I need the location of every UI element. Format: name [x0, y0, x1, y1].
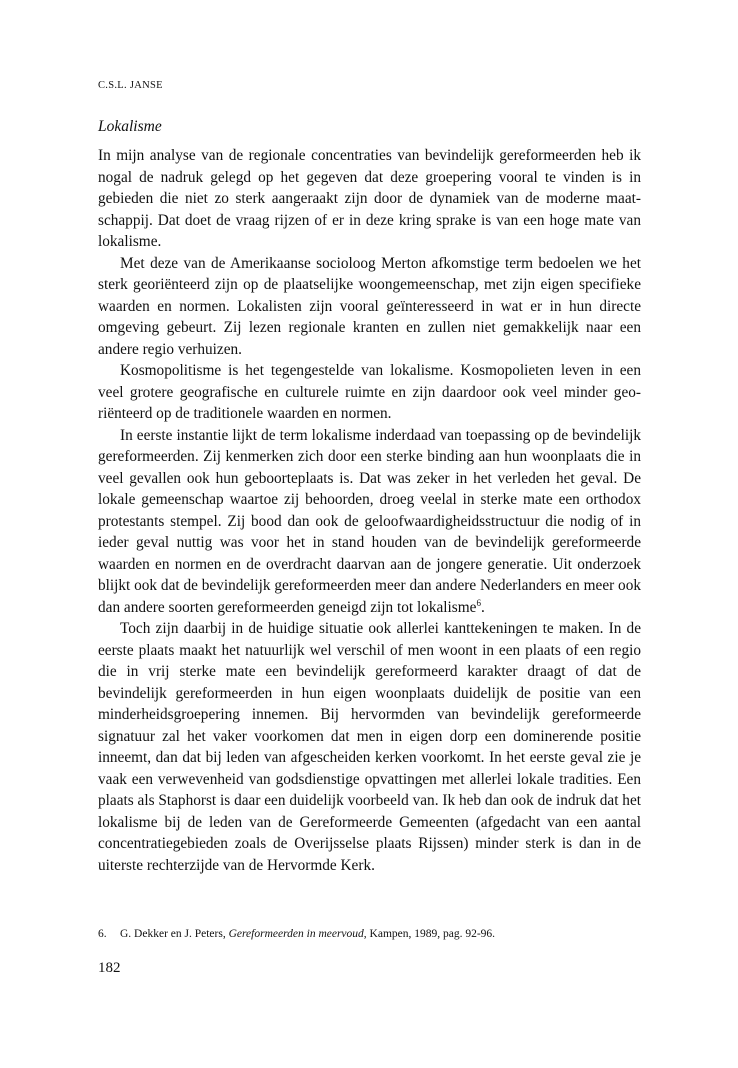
running-head: C.S.L. JANSE: [98, 80, 163, 91]
footnote-details: , Kampen, 1989, pag. 92-96.: [363, 928, 496, 940]
paragraph-4-text: In eerste instantie lijkt de term lokalisme inderdaad van toepassing op de bevindelijk gereformeerden. Zij kenmerken zich door een sterke binding aan hun woonplaats die in veel gevallen ook hun geboorteplaats is. Dat was zeker in het verleden het geval. De lokale gemeenschap waartoe zij behoorden, droeg veelal in sterke mate een orthodox protestants stempel. Zij bood dan ook de geloofwaardigheidsstructuur die nodig of in ieder geval nuttig was voor het in stand houden van de bevindelijk gereformeerde waarden en normen en de overdracht daarvan aan de jongere generatie. Uit onderzoek blijkt ook dat de bevindelijk gereformeerden meer dan andere Nederlanders en meer ook dan andere soorten gereformeerden geneigd zijn tot lokalisme: [98, 426, 641, 616]
footnote-authors: G. Dekker en J. Peters,: [120, 928, 229, 940]
paragraph-5: Toch zijn daarbij in de huidige situatie ook allerlei kanttekeningen te maken. In de eerste plaats maakt het natuurlijk wel verschil of men woont in een plaats of een regio die in vrij sterke mate een bevindelijk gereformeerd karakter draagt of dat de bevindelijk gereformeerden in hun eigen woonplaats duidelijk de positie van een minderheidsgroepering innemen. Bij hervormden van bevindelijk gereformeerde signatuur zal het vaker voorkomen dat men in eigen dorp een dominerende positie inneemt, dan dat bij leden van afgescheiden kerken voorkomt. In het eerste geval zie je vaak een verwevenheid van godsdienstige opvattingen met allerlei lokale tradities. Een plaats als Staphorst is daar een duidelijk voorbeeld van. Ik heb dan ook de indruk dat het lokalisme bij de leden van de Gereformeerde Gemeenten (afgedacht van een aantal concentratiegebieden zoals de Overijsselse plaats Rijssen) minder sterk is dan in de uiterste rechterzijde van de Hervormde Kerk.: [98, 620, 641, 874]
footnote-title: Gereformeerden in meervoud: [228, 928, 364, 940]
paragraph-1: In mijn analyse van de regionale concentraties van bevindelijk gereformeerden heb ik nogal de nadruk gelegd op het gegeven dat deze groepering vooral te vinden is in gebieden die niet zo sterk aangeraakt zijn door de dynamiek van de moderne maatschappij. Dat doet de vraag rijzen of er in deze kring sprake is van een hoge mate van lokalisme.: [98, 147, 641, 250]
paragraph-4-end: .: [480, 598, 485, 616]
paragraph-2: Met deze van de Amerikaanse socioloog Merton afkomstige term bedoelen we het sterk georiënteerd zijn op de plaatselijke woongemeenschap, met zijn eigen specifieke waarden en normen. Lokalisten zijn vooral geïnteresseerd in wat er in hun directe omgeving gebeurt. Zij lezen regionale kranten en zullen niet gemakkelijk naar een andere regio verhuizen.: [98, 254, 641, 358]
footnote-number: 6.: [98, 928, 107, 940]
paragraph-4: [98, 425, 641, 619]
footnote: [98, 927, 495, 942]
page-number: 182: [98, 960, 121, 976]
section-title: Lokalisme: [98, 118, 162, 135]
footnote-reference[interactable]: 6: [476, 597, 481, 608]
body-text: [98, 145, 641, 876]
paragraph-3: Kosmopolitisme is het tegengestelde van lokalisme. Kosmopolieten leven in een veel grotere geografische en culturele ruimte en zijn daardoor ook veel minder georiënteerd op de traditionele waarden en normen.: [98, 362, 641, 422]
